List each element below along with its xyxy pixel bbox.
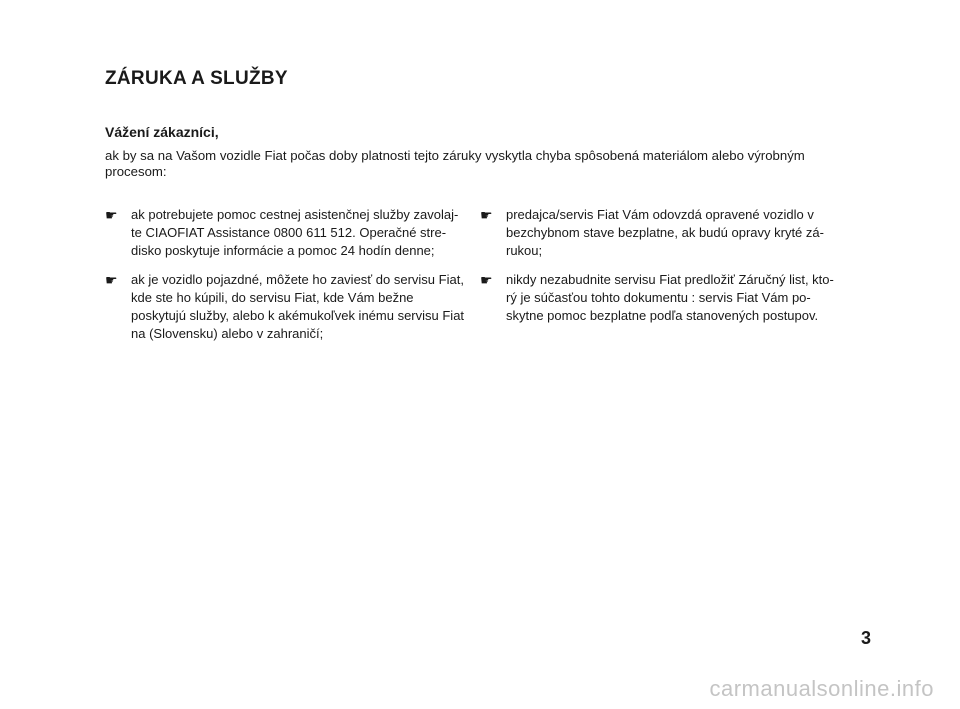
watermark: carmanualsonline.info [709,676,934,701]
list-item [105,271,465,343]
list-item [105,206,465,260]
list-item-text: predajca/servis Fiat Vám odovzdá opravené vozidlo v bezchybnom stave bezplatne, ak budú opravy kryté zá-rukou; [506,207,824,258]
list-item-text: nikdy nezabudnite servisu Fiat predložiť Záručný list, kto-rý je súčasťou tohto dokumentu : servis Fiat Vám po-skytne pomoc bezplatne podľa stanovených postupov. [506,272,834,323]
page-title: ZÁRUKA A SLUŽBY [105,68,288,89]
pointing-hand-icon: ☛ [105,272,118,288]
pointing-hand-icon: ☛ [480,272,493,288]
left-column [105,206,465,354]
salutation: Vážení zákazníci, [105,124,219,140]
intro-paragraph: ak by sa na Vašom vozidle Fiat počas doby platnosti tejto záruky vyskytla chyba spôsobená materiálom alebo výrobným procesom: [105,148,805,179]
list-item-text: ak je vozidlo pojazdné, môžete ho zaviesť do servisu Fiat, kde ste ho kúpili, do servisu Fiat, kde Vám bežne poskytujú služby, alebo k akémukoľvek inému servisu Fiat na (Slovensku) alebo v zahraničí; [131,272,465,341]
pointing-hand-icon: ☛ [480,207,493,223]
list-item-text: ak potrebujete pomoc cestnej asistenčnej služby zavolaj-te CIAOFIAT Assistance 0800 611 512. Operačné stre-disko poskytuje informácie a pomoc 24 hodín denne; [131,207,459,258]
right-column [480,206,840,336]
pointing-hand-icon: ☛ [105,207,118,223]
list-item [480,206,840,260]
list-item [480,271,840,325]
page-number: 3 [861,628,872,648]
